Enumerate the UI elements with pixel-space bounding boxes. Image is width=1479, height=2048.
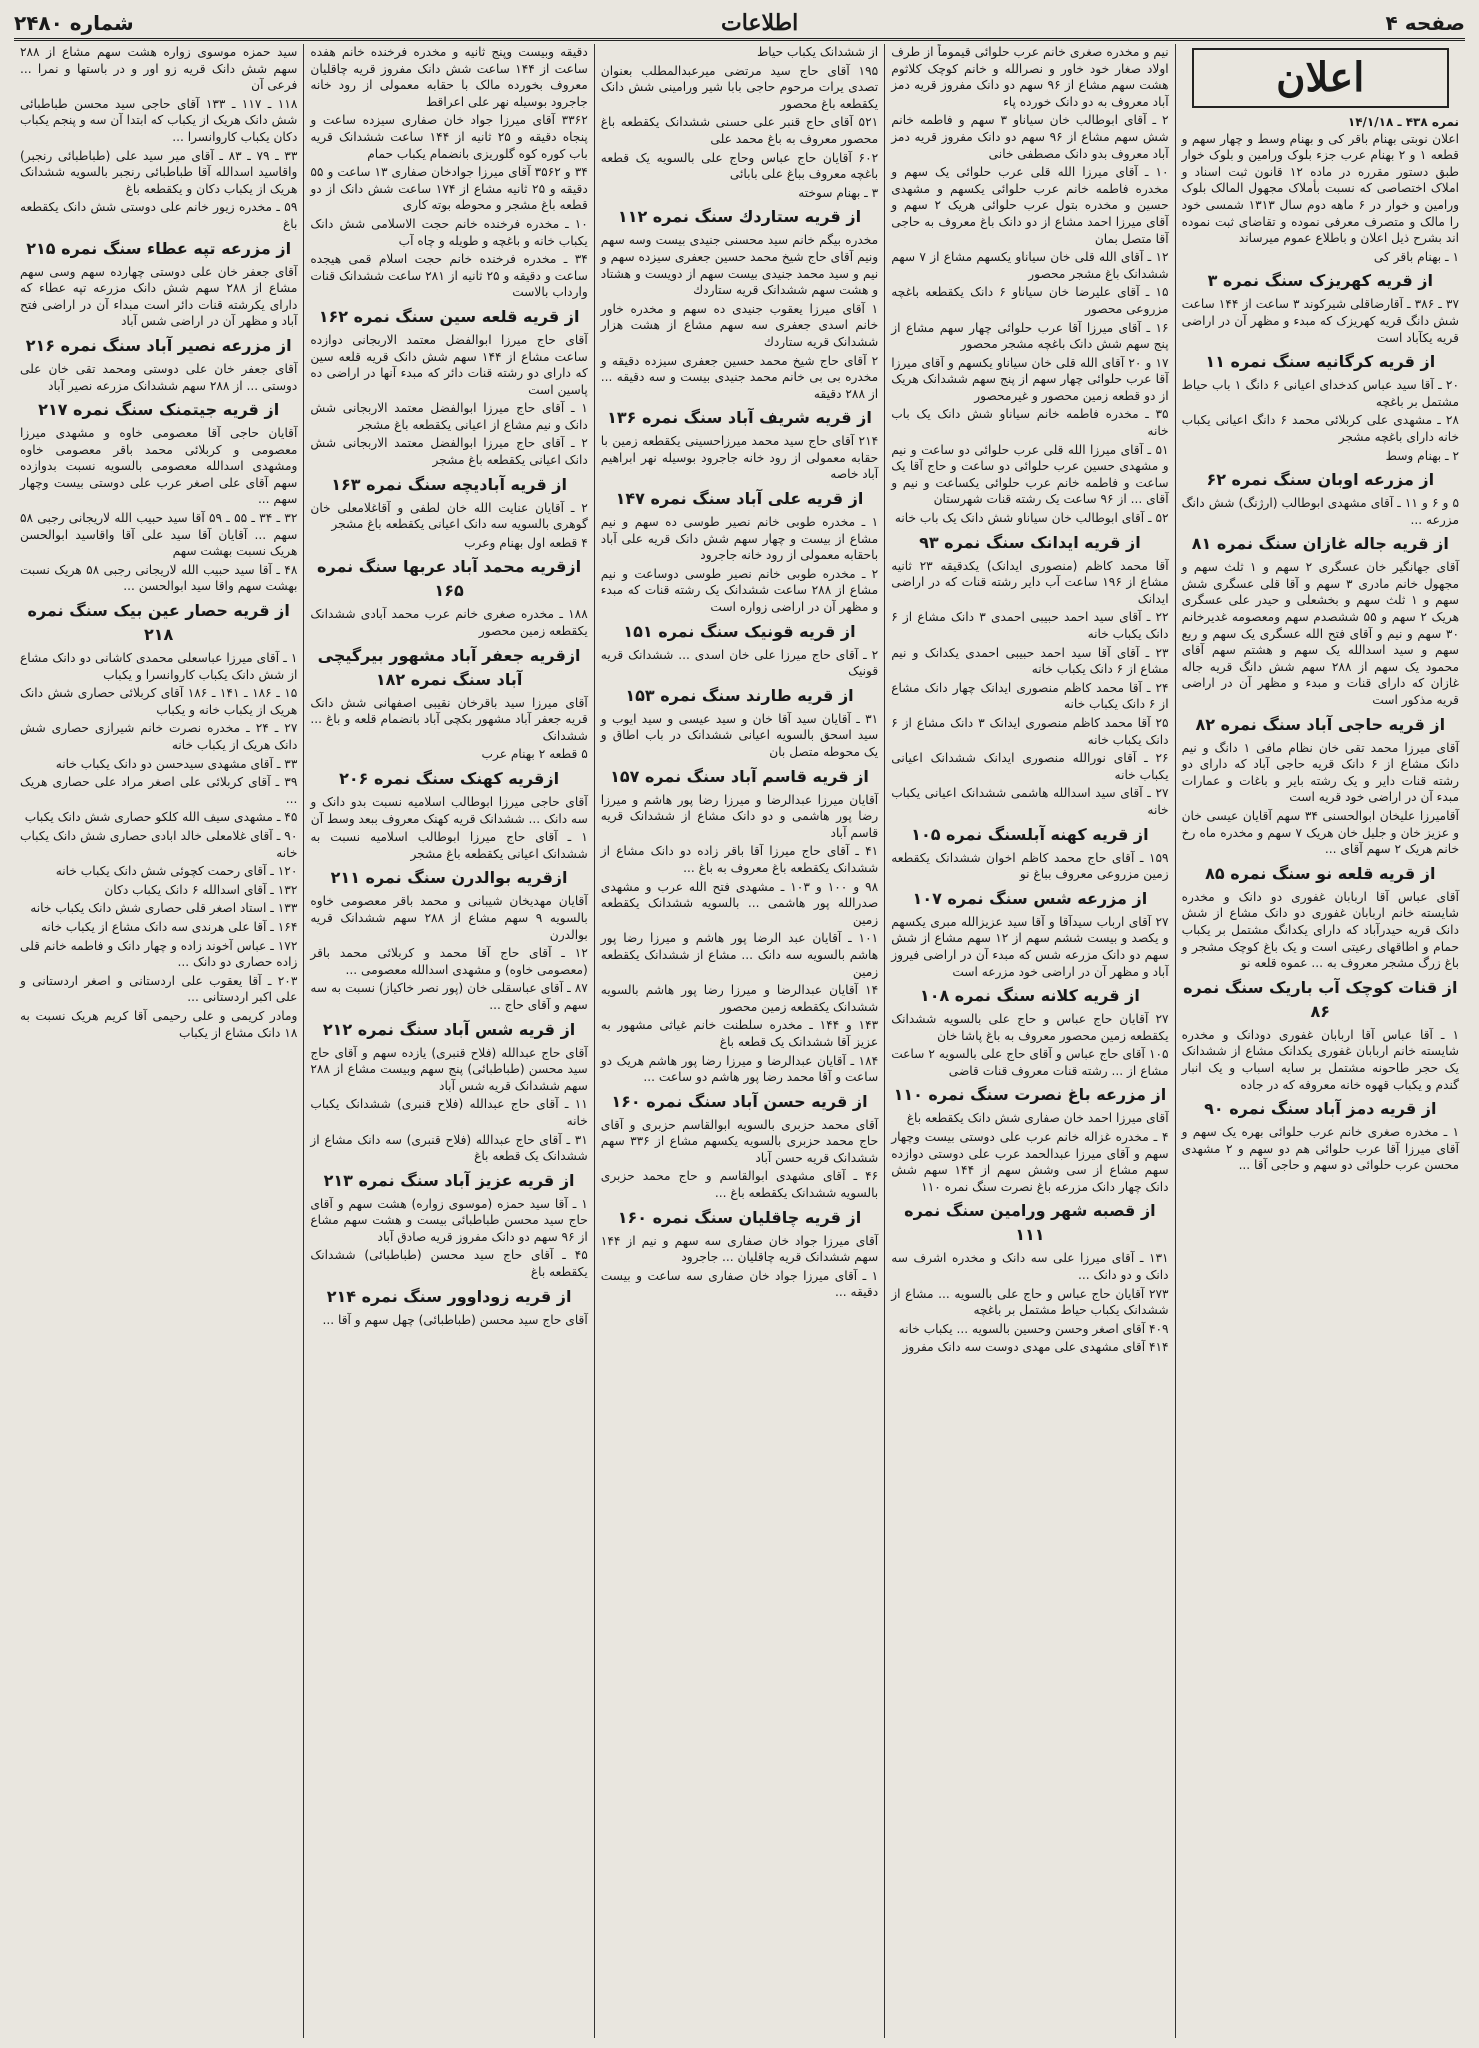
entry-paragraph: آقای عباس آقا اربابان غفوری دو دانک و مخدره شایسته خانم اربابان غفوری دو دانک مشاع از شش دانک قریه حیدرآباد که دارای یکدانگ مشتمل بر یکباب حمام و اطاقهای رعیتی است و یک باغ کوچک مشجر و باغ زرگ مشجر معروف به ... عموه قلعه نو <box>1181 889 1459 971</box>
section-heading: از قریه قلعه سین سنگ نمره ۱۶۲ <box>318 306 580 326</box>
entry-paragraph: ۱ ـ آقای حاج میرزا ابوطالب اسلامیه نسبت به ششدانک اعیانی یکقطعه باغ مشجر <box>310 830 588 861</box>
entry-paragraph: آقای جهانگیر خان عسگری ۲ سهم و ۱ ثلث سهم و مجهول خانم مادری ۳ سهم و آقا قلی عسگری شش سهم و ۱ ثلث سهم و بخشعلی و حیدر علی عسگری هریک ۲ سهم و ۵۵ ششصدم سهم ومعصومه غدیرخانم ۳۰ سهم و نیم و آقای فتح الله عسگری یک سهم و ربع سهم و سید اسدالله یک سهم و هشتم سهم آقای محمود یک سهم از ۲۸۸ سهم شش دانگ قریه جاله غازان که دارای قنات و مبدء و مظهر آن در اراضی قریه مذکور است <box>1181 560 1460 708</box>
entry-paragraph: ۲۷ ـ ۲۴ ـ مخدره نصرت خانم شیرازی حصاری شش دانک هریک از یکباب خانه <box>19 721 298 752</box>
section-heading: از قصبه شهر ورامین سنگ نمره ۱۱۱ <box>904 1201 1156 1245</box>
entry-paragraph: ۴۱۴ آقای مشهدی علی مهدی دوست سه دانک مفروز <box>902 1340 1169 1355</box>
entry-paragraph: آقای جعفر خان علی دوستی ومحمد تقی خان علی دوستی ... از ۲۸۸ سهم ششدانک مزرعه نصیر آباد <box>19 361 298 393</box>
section-heading: از قریه قاسم آباد سنگ نمره ۱۵۷ <box>610 766 869 786</box>
section-heading: از قریه شس آباد سنگ نمره ۲۱۲ <box>322 1019 576 1039</box>
entry-paragraph: ۴۱ ـ آقای حاج میرزا آقا باقر زاده دو دانک مشاع از ششدانک یکقطعه باغ معروف به باغ ... <box>600 844 879 875</box>
entry-paragraph: آقا محمد کاظم (منصوری ایدانک) یکدقیقه ۲۳ ثانیه مشاع از ۱۹۶ ساعت آب دایر رشته قنات که در اراضی ایدانک <box>891 558 1169 606</box>
entry-paragraph: ۴۸ ـ آقا سید حبیب الله لاریجانی رجبی ۵۸ هریک نسبت بهشت سهم واقا سید ابوالحسن ... <box>19 562 298 594</box>
entry-paragraph: ۱۷۲ ـ عباس آخوند زاده و چهار دانک و فاطمه خانم قلی زاده حصاری دو دانک ... <box>19 938 298 970</box>
entry-paragraph: ۳۲ ـ ۳۴ ـ ۵۵ ـ ۵۹ آقا سید حبیب الله لاریجانی رجبی ۵۸ سهم ... آقایان آقا سید علی آقا واقاسید ابوالحسن هریک نسبت بهشت سهم <box>19 511 298 559</box>
entry-paragraph: ۱۲ ـ آقای حاج آقا محمد و کربلائی محمد باقر (معصومی خاوه) و مشهدی اسدالله معصومی ... <box>310 946 588 977</box>
entry-paragraph: ۱۸۴ ـ آقایان عبدالرضا و میرزا رضا پور هاشم هریک دو ساعت و آقا محمد رضا پور هاشم دو ساعت ... <box>600 1053 879 1085</box>
entry-paragraph: ۱۲۰ ـ آقای رحمت کچوئی شش دانک یکباب خانه <box>55 864 298 879</box>
entry-paragraph: ۱۳۳ ـ استاد اصغر قلی حصاری شش دانک یکباب خانه <box>30 901 298 916</box>
entry-paragraph: ومادر کریمی و علی رحیمی آقا کریم هریک نسبت به ۱۸ دانک مشاع از یکباب <box>19 1008 298 1040</box>
entry-paragraph: ۱ ـ مخدره طوبی خانم نصیر طوسی ده سهم و نیم مشاع از بیست و چهار سهم شش دانک قریه علی آباد باحقابه معمولی از رود خانه جاجرود <box>600 515 879 563</box>
entry-paragraph: ۵۲۱ آقای حاج قنبر علی حسنی ششدانک یکقطعه باغ محصور معروف به باغ محمد علی <box>600 115 879 146</box>
notice-number: نمره ۴۳۸ ـ ۱۴/۱/۱۸ <box>1347 115 1459 129</box>
entry-paragraph: آقای حاج عبدالله (فلاح قنبری) یازده سهم و آقای حاج سید محسن (طباطبائی) پنج سهم وبیست مشاع از ۲۸۸ سهم ششدانک قریه شس آباد <box>310 1045 588 1093</box>
entry-paragraph: ۱۰ ـ مخدره فرخنده خانم حجت الاسلامی شش دانک یکباب خانه و باغچه و طویله و چاه آب <box>310 216 588 248</box>
entry-paragraph: ۲۲ ـ آقای سید احمد حبیبی احمدی ۳ دانک مشاع از ۶ دانک یکباب خانه <box>891 610 1169 641</box>
entry-paragraph: ۱۳۲ ـ آقای اسدالله ۶ دانک یکباب دکان <box>104 882 298 897</box>
entry-paragraph: ۴۵ ـ مشهدی سیف الله کلکو حصاری شش دانک یکباب <box>24 810 298 825</box>
entry-paragraph: سید حمزه موسوی زواره هشت سهم مشاع از ۲۸۸ سهم شش دانک قریه زو اور و در باستها و نمرا ... فرعی آن <box>19 45 298 93</box>
entry-paragraph: ۵۲ ـ آقای ابوطالب خان سیاناو شش دانک یک باب خانه <box>894 511 1169 526</box>
entry-paragraph: ۱۰۱ ـ آقایان عبد الرضا پور هاشم و میرزا رضا پور هاشم بالسویه سه دانک ... مشاع از ششدانک یکقطعه زمین <box>600 931 879 979</box>
entry-paragraph: آقای میرزا سید باقرخان نقیبی اصفهانی شش دانک قریه جعفر آباد مشهور بکچی آباد بانضمام قلعه و باغ ... ششدانک <box>310 695 588 743</box>
entry-paragraph: از ششدانک یکباب حیاط <box>756 45 879 59</box>
section-heading: از قریه جیتمنک سنگ نمره ۲۱۷ <box>38 400 280 420</box>
entry-paragraph: ۱ آقای میرزا یعقوب جنیدی ده سهم و مخدره خاور خانم اسدی جعفری سه سهم مشاع از هشت هزار ششدانک قریه ستاردك <box>600 301 879 349</box>
columns-container <box>14 44 1465 2038</box>
entry-paragraph: آقای میرزا جواد خان صفاری سه سهم و نیم از ۱۴۴ سهم ششدانک قریه چاقلیان ... جاجرود <box>600 1233 879 1265</box>
section-heading: از قریه کرگانیه سنگ نمره ۱۱ <box>1205 352 1436 372</box>
section-heading: از مزرعه نصیر آباد سنگ نمره ۲۱۶ <box>25 335 292 355</box>
section-heading: از قریه عزیز آباد سنگ نمره ۲۱۳ <box>323 1170 575 1190</box>
entry-paragraph: مخدره بیگم خانم سید محسنی جنیدی بیست وسه سهم ونیم آقای حاج شیخ محمد حسین جعفری سیزده سهم و نیم و سید محمد جنیدی بیست سهم از دویست و هشتاد و هشت سهم ششدانک قریه ستاردك <box>600 233 879 298</box>
entry-paragraph: ۲۵ آقا محمد کاظم منصوری ایدانک ۳ دانک مشاع از ۶ دانک یکباب خانه <box>891 715 1169 747</box>
entry-paragraph: ۱ ـ آقا سید حمزه (موسوی زواره) هشت سهم و آقای حاج سید محسن طباطبائی بیست و هشت سهم مشاع از ۹۶ سهم دو دانک مفروز قریه صادق آباد <box>310 1196 588 1244</box>
section-heading: از قریه قونیک سنگ نمره ۱۵۱ <box>623 621 856 641</box>
entry-paragraph: ۳ ـ بهنام سوخته <box>798 185 879 200</box>
entry-paragraph: ۱ ـ بهنام باقر کی <box>1373 249 1459 264</box>
entry-paragraph: ۳۱ ـ آقایان سید آقا خان و سید عیسی و سید ایوب و سید اسحق بالسویه اعیانی ششدانک در باب اطاق و یک محوطه متصل بان <box>600 711 879 759</box>
entry-paragraph: ۵ قطعه ۲ بهنام عرب <box>481 747 588 762</box>
entry-paragraph: ۱۵ ـ ۱۸۶ ـ ۱۴۱ ـ ۱۸۶ آقای کربلائی حصاری شش دانک هریک از یکباب خانه و یکباب <box>19 686 298 717</box>
entry-paragraph: ۱۹۵ آقای حاج سید مرتضی میرعبدالمطلب بعنوان تصدی یرات مرحوم حاجی بابا شیر ورامینی شش دانک یکقطعه باغ محصور <box>600 63 879 111</box>
section-heading: ازقریه کهنک سنگ نمره ۲۰۶ <box>339 769 560 788</box>
column-5 <box>14 44 303 2038</box>
entry-paragraph: ۶۰۲ آقایان حاج عباس وحاج علی بالسویه یک قطعه باغچه معروف بباغ علی بابائی <box>600 150 879 182</box>
entry-paragraph: ۲۷ آقایان حاج عباس و حاج علی بالسویه ششدانک یکقطعه زمین محصور معروف به باغ پاشا خان <box>891 1012 1169 1043</box>
page-header <box>14 8 1465 41</box>
entry-paragraph: ۳۳ ـ آقای مشهدی سیدحسن دو دانک یکباب خانه <box>55 756 298 771</box>
entry-paragraph: ۲۰۳ ـ آقا یعقوب علی اردستانی و اصغر اردستانی و علی اکبر اردستانی ... <box>19 973 298 1005</box>
entry-paragraph: ۲ ـ آقایان عنایت الله خان لطفی و آقاغلامعلی خان گوهری بالسویه سه دانک اعیانی یکقطعه باغ مشجر <box>310 500 588 532</box>
section-heading: از قنات کوچک آب باریک سنگ نمره ۸۶ <box>1183 977 1458 1021</box>
entry-paragraph: ۱ ـ آقای میرزا جواد خان صفاری سه ساعت و بیست دقیقه ... <box>600 1268 879 1300</box>
entry-paragraph: ۹۸ و ۱۰۰ و ۱۰۳ ـ مشهدی فتح الله عرب و مشهدی صدرالله پور هاشمی ... بالسویه ششدانک یکقطعه زمین <box>600 879 879 927</box>
entry-paragraph: ۳۹ ـ آقای کربلائی علی اصغر مراد علی حصاری هریک ... <box>19 775 298 806</box>
section-heading: از قریه قلعه نو سنگ نمره ۸۵ <box>1205 863 1436 883</box>
issue-number: شماره ۲۴۸۰ <box>14 11 134 35</box>
entry-paragraph: ۵۱ ـ آقای میرزا الله قلی عرب حلوائی دو ساعت و نیم و مشهدی حسین عرب حلوائی دو ساعت و حاج آقا یک ساعت و فاطمه خانم عرب حلوائی یکساعت و نیم و آقای ... از ۹۶ ساعت یک رشته قنات شهرستان <box>891 442 1169 507</box>
section-heading: از قریه شریف آباد سنگ نمره ۱۳۶ <box>607 408 872 428</box>
entry-paragraph: ۳۴ ـ مخدره فرخنده خانم حجت اسلام قمی هیجده ساعت و دقیقه و ۲۵ ثانیه از ۲۸۱ ساعت ششدانک قنات وارداب بالاست <box>310 252 588 300</box>
entry-paragraph: ۴۶ ـ آقای مشهدی ابوالقاسم و حاج محمد حزبری بالسویه ششدانک یکقطعه باغ ... <box>600 1169 879 1201</box>
entry-paragraph: ۲۳ ـ آقای آقا سید احمد حبیبی احمدی یکدانک و نیم مشاع از ۶ دانک یکباب خانه <box>891 645 1169 677</box>
entry-paragraph: ۱ ـ آقای حاج میرزا ابوالفضل معتمد الاربجانی شش دانک و نیم مشاع از اعیانی یکقطعه باغ مشجر <box>310 401 588 432</box>
column-3 <box>594 44 884 2038</box>
entry-paragraph: نیم و مخدره صغری خانم عرب حلوائی قیموماً از طرف اولاد صغار خود خاور و نصرالله و خانم کوچک کلاثوم هشت سهم مشاع از ۹۶ سهم دو دانک مفروز قریه دمز آباد معروف به دو دانک خورده پاء <box>891 45 1169 109</box>
entry-paragraph: ۲۴ ـ آقا محمد کاظم منصوری ایدانک چهار دانک مشاع از ۶ دانک یکباب خانه <box>891 680 1169 712</box>
entry-paragraph: ۱۱۸ ـ ۱۱۷ ـ ۱۳۳ آقای حاجی سید محسن طباطبائی شش دانک هریک از یکباب که ابتدا آن سه و پنجم یکباب دکان یکباب کاروانسرا ... <box>19 96 298 144</box>
entry-paragraph: ۲۶ ـ آقای نورالله منصوری ایدانک ششدانک اعیانی یکباب خانه <box>891 751 1169 782</box>
section-heading: از قریه حاجی آباد سنگ نمره ۸۲ <box>1195 714 1446 734</box>
entry-paragraph: ۳۱ ـ آقای حاج عبدالله (فلاح قنبری) سه دانک مشاع از ششدانک یک قطعه باغ <box>310 1132 588 1164</box>
entry-paragraph: ۴۰۹ آقای اصغر وحسن وحسین بالسویه ... یکباب خانه <box>898 1321 1169 1336</box>
column-4 <box>303 44 593 2038</box>
entry-paragraph: ۱۸۸ ـ مخدره صغری خانم عرب محمد آبادی ششدانک یکقطعه زمین محصور <box>310 607 588 639</box>
entry-paragraph: ۲ آقای حاج شیخ محمد حسین جعفری سیزده دقیقه و مخدره بی بی خانم محمد جنیدی بیست و سه دقیقه ... از ۲۸۸ دقیقه <box>600 353 879 401</box>
entry-paragraph: ۴ ـ مخدره غزاله خانم عرب علی دوستی بیست وچهار سهم و آقای میرزا عبدالحمد عرب علی دوستی دوازده سهم مشاع از سی وشش سهم از ۱۴۴ سهم شش دانک چهار دانک مزرعه باغ نصرت سنگ نمره ۱۱۰ <box>891 1130 1169 1194</box>
entry-paragraph: ۱۱ ـ آقای حاج عبدالله (فلاح قنبری) ششدانک یکباب خانه <box>310 1097 588 1128</box>
entry-paragraph: ۲ ـ مخدره طوبی خانم نصیر طوسی دوساعت و نیم مشاع از ۲۸۸ ساعت ششدانک یک رشته قنات که مبدء و مظهر آن در اراضی زواره است <box>600 566 879 615</box>
entry-paragraph: ۱ ـ آقای میرزا عباسعلی محمدی کاشانی دو دانک مشاع از شش دانک یکباب کاروانسرا و یکباب <box>19 651 298 682</box>
entry-paragraph: ۹۰ ـ آقای غلامعلی خالد ابادی حصاری شش دانک یکباب خانه <box>19 828 298 860</box>
section-heading: از قریه کلانه سنگ نمره ۱۰۸ <box>919 986 1140 1006</box>
section-heading: از قریه حصار عین بیک سنگ نمره ۲۱۸ <box>27 601 290 645</box>
entry-paragraph: ۱۳۱ ـ آقای میرزا علی سه دانک و مخدره اشرف سه دانک و دو دانک ... <box>891 1251 1169 1283</box>
entry-paragraph: ۵۹ ـ مخدره زیور خانم علی دوستی شش دانک یکقطعه باغ <box>19 200 298 231</box>
entry-paragraph: ۱۶۴ ـ آقا علی هرندی سه دانک مشاع از یکباب خانه <box>40 919 298 934</box>
section-heading: از قریه آبادیچه سنگ نمره ۱۶۳ <box>331 474 567 494</box>
section-heading: از مزرعه تپه عطاء سنگ نمره ۲۱۵ <box>26 238 292 258</box>
entry-paragraph: اعلان نوبتی بهنام باقر کی و بهنام وسط و چهار سهم و قطعه ۱ و ۲ بهنام عرب جزء بلوک ورامین و بلوک خوار طبق دستور مقرره در ماده ۱۲ قانون ثبت اسناد و املاک اختصاصی که نسبت بأملاک مجهول المالک بلوک ورامین و خوار در ۶ ماهه دوم سال ۱۳۱۳ شمسی خود را مالک و متصرف معرفی نموده و تقاضای ثبت نموده اند بشرح ذیل اعلان و باطلاع عموم میرساند <box>1181 131 1460 246</box>
page-number: صفحه ۴ <box>1385 11 1465 35</box>
entry-paragraph: آقای حاج میرزا ابوالفضل معتمد الاربجانی دوازده ساعت مشاع از ۱۴۴ سهم شش دانک قریه قلعه سین که دارای دو رشته قنات دائر که مبدء آنها در اراضی ده پاسین است <box>310 332 588 397</box>
entry-paragraph: ۲۱۴ آقای حاج سید محمد میرزاحسینی یکقطعه زمین با حقابه معمولی از رود خانه جاجرود بوسیله نهر ابراهیم آباد خاصه <box>600 434 879 482</box>
section-heading: از قریه طارند سنگ نمره ۱۵۳ <box>625 685 854 705</box>
entry-paragraph: آقای حاجی میرزا ابوطالب اسلامیه نسبت بدو دانک و سه دانک ... ششدانک قریه کهنک معروف ببعد وسط آن <box>310 795 588 826</box>
entry-paragraph: ۲۷ آقای ارباب سیدآقا و آقا سید عزیزالله مبری یکسهم و یکصد و بیست ششم سهم از ۱۲ سهم مشاع از شش سهم دو دانک مزرعه شس که مبدء آن در اراضی فیروز آباد و مظهر آن در اراضی خود مزرعه است <box>891 914 1169 979</box>
section-heading: از قریه حسن آباد سنگ نمره ۱۶۰ <box>611 1091 868 1111</box>
section-heading: از قریه زوداوور سنگ نمره ۲۱۴ <box>326 1286 572 1306</box>
entry-paragraph: ۸۷ ـ آقای عباسقلی خان (پور نصر خاکیاز) نسبت به سه سهم و آقای حاج ... <box>310 981 588 1012</box>
entry-paragraph: ۱۴ آقایان عبدالرضا و میرزا رضا پور هاشم بالسویه ششدانک یکقطعه زمین محصور <box>600 983 879 1014</box>
entry-paragraph: ۱ ـ مخدره صغری خانم عرب حلوائی بهره یک سهم و آقای میرزا آقا عرب حلوائی هم دو سهم و ۲ مشهدی محسن عرب حلوائی دو سهم و حاجی آقا ... <box>1181 1125 1459 1173</box>
entry-paragraph: آقای حاج سید محسن (طباطبائی) چهل سهم و آقا ... <box>322 1312 588 1327</box>
section-heading: ازقریه بوالدرن سنگ نمره ۲۱۱ <box>330 868 568 888</box>
section-heading: از قریه علی آباد سنگ نمره ۱۴۷ <box>615 489 864 509</box>
section-heading: از مزرعه اوبان سنگ نمره ۶۲ <box>1206 470 1435 490</box>
entry-paragraph: ۲ ـ بهنام وسط <box>1385 448 1459 463</box>
entry-paragraph: ۴ قطعه اول بهنام وعرب <box>464 535 588 550</box>
entry-paragraph: آقایان میرزا عبدالرضا و میرزا رضا پور هاشم و میرزا رضا پور هاشمی و دو دانک مشاع از ششدانک قریه قاسم آباد <box>600 792 879 840</box>
section-heading: از مزرعه باغ نصرت سنگ نمره ۱۱۰ <box>893 1085 1167 1105</box>
entry-paragraph: آقایان مهدیخان شیبانی و محمد باقر معصومی خاوه بالسویه ۹ سهم مشاع از ۲۸۸ سهم ششدانک قریه بوالدرن <box>310 894 588 942</box>
entry-paragraph: دقیقه وبیست وپنج ثانیه و مخدره فرخنده خانم هفده ساعت از ۱۴۴ ساعت شش دانک مفروز قریه چاقلیان معروف بخورده مالک با حقابه معمولی از رود خانه جاجرود بوسیله نهر علی اعراقط <box>310 45 588 109</box>
entry-paragraph: ۴۵ ـ آقای حاج سید محسن (طباطبائی) ششدانک یکقطعه باغ <box>310 1248 588 1280</box>
entry-paragraph: آقای میرزا احمد خان صفاری شش دانک یکقطعه باغ <box>906 1111 1169 1126</box>
entry-paragraph: ۱۵۹ ـ آقای حاج محمد کاظم اخوان ششدانک یکقطعه زمین مزروعی معروف بباغ نو <box>891 850 1169 882</box>
entry-paragraph: ۲۸ ـ مشهدی علی کربلائی محمد ۶ دانگ اعیانی یکباب خانه دارای باغچه مشجر <box>1181 413 1459 444</box>
section-heading: از قریه دمز آباد سنگ نمره ۹۰ <box>1204 1099 1437 1119</box>
entry-paragraph: آقای جعفر خان علی دوستی چهارده سهم وسی سهم مشاع از ۲۸۸ سهم شش دانک مزرعه تپه عطاء که دارای یکرشته قنات دائر است مبداء آن در اراضی فتح آباد و مظهر آن در اراضی شس آباد <box>19 264 298 329</box>
entry-paragraph: ۱۷ و ۲۰ آقای الله قلی خان سیاناو یکسهم و آقای میرزا آقا عرب حلوائی چهار سهم از پنج سهم ششدانک هریک از دو قطعه زمین محصور و غیرمحصور <box>891 355 1169 403</box>
entry-paragraph: ۵ و ۶ و ۱۱ ـ آقای مشهدی ابوطالب (ارژنگ) شش دانگ مزرعه ... <box>1181 496 1459 527</box>
entry-paragraph: ۲ ـ آقای حاج میرزا علی خان اسدی ... ششدانک قریه قونیک <box>600 647 879 679</box>
entry-paragraph: آقامیرزا علیخان ابوالحسنی ۳۴ سهم آقایان عیسی خان و عزیز خان و جلیل خان هریک ۷ سهم و مخدره ماه رخ خانم هریک ۲ سهم آقای ... <box>1181 809 1459 857</box>
column-2 <box>884 44 1174 2038</box>
section-heading: از قریه کهریزک سنگ نمره ۳ <box>1207 271 1433 291</box>
entry-paragraph: آقایان حاجی آقا معصومی خاوه و مشهدی میرزا معصومی و کربلائی محمد باقر معصومی خاوه ومشهدی اسدالله معصومی بالسویه نسبت بدوازده سهم آقای علی اصغر عرب علی دوستی بیست وچهار سهم ... <box>19 426 298 507</box>
entry-paragraph: ۳۴ و ۳۵۶۲ آقای میرزا جوادخان صفاری ۱۳ ساعت و ۵۵ دقیقه و ۲۵ ثانیه مشاع از ۱۷۴ ساعت شش دانک از دو قطعه باغ مشجر و محوطه بوته کاری <box>310 165 588 213</box>
section-heading: ازقریه محمد آباد عربها سنگ نمره ۱۶۵ <box>317 557 582 601</box>
entry-paragraph: ۲ ـ آقای ابوطالب خان سیاناو ۳ سهم و فاطمه خانم شش سهم مشاع از ۹۶ سهم دو دانک مفروز قریه دمز آباد معروف بدو دانک مصطفی خانی <box>891 113 1169 161</box>
entry-paragraph: ۲ ـ آقای حاج میرزا ابوالفضل معتمد الاربجانی شش دانک اعیانی یکقطعه باغ مشجر <box>310 436 588 468</box>
entry-paragraph: ۳۷ ـ ۳۸۶ ـ آقارضاقلی شیرکوند ۳ ساعت از ۱۴۴ ساعت شش دانگ قریه کهریزک که مبدء و مظهر آن در اراضی قریه یکآباد است <box>1181 297 1459 345</box>
entry-paragraph: ۱۲ ـ آقای الله قلی خان سیاناو یکسهم مشاع از ۷ سهم ششدانک باغ مشجر محصور <box>891 250 1169 281</box>
newspaper-name: اطلاعات <box>720 10 799 36</box>
section-heading: از مزرعه شس سنگ نمره ۱۰۷ <box>912 888 1148 908</box>
section-heading: از قریه ایدانک سنگ نمره ۹۳ <box>919 532 1141 552</box>
entry-paragraph: ۳۵ ـ مخدره فاطمه خانم سیاناو شش دانک یک باب خانه <box>891 407 1169 439</box>
section-heading: ازقریه جعفر آباد مشهور بیرگیچی آباد سنگ نمره ۱۸۲ <box>317 645 581 689</box>
section-heading: از قریه کهنه آبلسنگ نمره ۱۰۵ <box>911 824 1149 844</box>
section-heading: از قریه ستاردك سنگ نمره ۱۱۲ <box>617 207 862 227</box>
entry-paragraph: ۱۶ ـ آقای میرزا آقا عرب حلوائی چهار سهم مشاع از پنج سهم شش دانک باغچه مشجر محصور <box>891 320 1169 352</box>
entry-paragraph: ۳۳۶۲ آقای میرزا جواد خان صفاری سیزده ساعت و پنجاه دقیقه و ۲۵ ثانیه از ۱۴۴ ساعت ششدانک قریه باب کوره کوه گلوریزی بانضمام یکباب حمام <box>310 113 588 161</box>
entry-paragraph: ۱۴۳ و ۱۴۴ ـ مخدره سلطنت خانم غیاثی مشهور به عزیز آقا ششدانک یک قطعه باغ <box>600 1018 879 1049</box>
column-1 <box>1175 44 1465 2038</box>
entry-paragraph: آقای محمد حزبری بالسویه ابوالقاسم حزبری و آقای حاج محمد حزبری بالسویه یکسهم مشاع از ۳۳۶ سهم ششدانک قریه حسن آباد <box>600 1117 879 1165</box>
entry-paragraph: ۱ ـ آقا عباس آقا اربابان غفوری دودانک و مخدره شایسته خانم اربابان غفوری یکدانک مشاع از ششدانک یک حجر طاحونه مشتمل بر سایه اسباب و یک انبار گندم و یکباب قهوه خانه معروفه که در جاده <box>1181 1027 1459 1092</box>
entry-paragraph: ۱۰۵ آقای حاج عباس و آقای حاج علی بالسویه ۲ ساعت مشاع از ... رشته قنات معروف قنات قاضی <box>891 1047 1169 1078</box>
entry-paragraph: ۳۳ ـ ۷۹ ـ ۸۳ ـ آقای میر سید علی (طباطبائی رنجبر) واقاسید اسدالله آقا طباطبائی رنجبر بالسویه ششدانک هریک از یکباب دکان و یکقطعه باغ <box>19 148 298 196</box>
section-heading: از قریه جاله غازان سنگ نمره ۸۱ <box>1191 534 1449 554</box>
entry-paragraph: ۲۷۳ آقایان حاج عباس و حاج علی بالسویه ... مشاع از ششدانک یکباب حیاط مشتمل بر باغچه <box>891 1286 1169 1318</box>
entry-paragraph: ۱۵ ـ آقای علیرضا خان سیاناو ۶ دانک یکقطعه باغچه مزروعی محصور <box>891 285 1169 316</box>
entry-paragraph: آقای میرزا محمد تقی خان نظام مافی ۱ دانگ و نیم دانک مشاع از ۶ دانک قریه حاجی آباد که دارای دو رشته قنات دایر و یک رشته بایر و باغات و عمارات مبدء آن در اراضی خود قریه است <box>1181 740 1459 805</box>
entry-paragraph: ۲۰ ـ آقا سید عباس کدخدای اعیانی ۶ دانگ ۱ باب حیاط مشتمل بر باغچه <box>1181 378 1459 409</box>
section-heading: از قریه چاقلیان سنگ نمره ۱۶۰ <box>617 1207 862 1227</box>
entry-paragraph: ۱۰ ـ آقای میرزا الله قلی عرب حلوائی یک سهم و مخدره فاطمه خانم عرب حلوائی یکسهم و مشهدی حسین و مخدره بتول عرب حلوائی هریک ۲ سهم و آقای میرزا احمد مشاع از دو دانک باغ معروف به حاجی آقا متصل بمان <box>891 165 1169 246</box>
entry-paragraph: ۲۷ ـ آقای سید اسدالله هاشمی ششدانک اعیانی یکباب خانه <box>891 786 1169 817</box>
announcement-title: اعلان <box>1192 48 1449 108</box>
